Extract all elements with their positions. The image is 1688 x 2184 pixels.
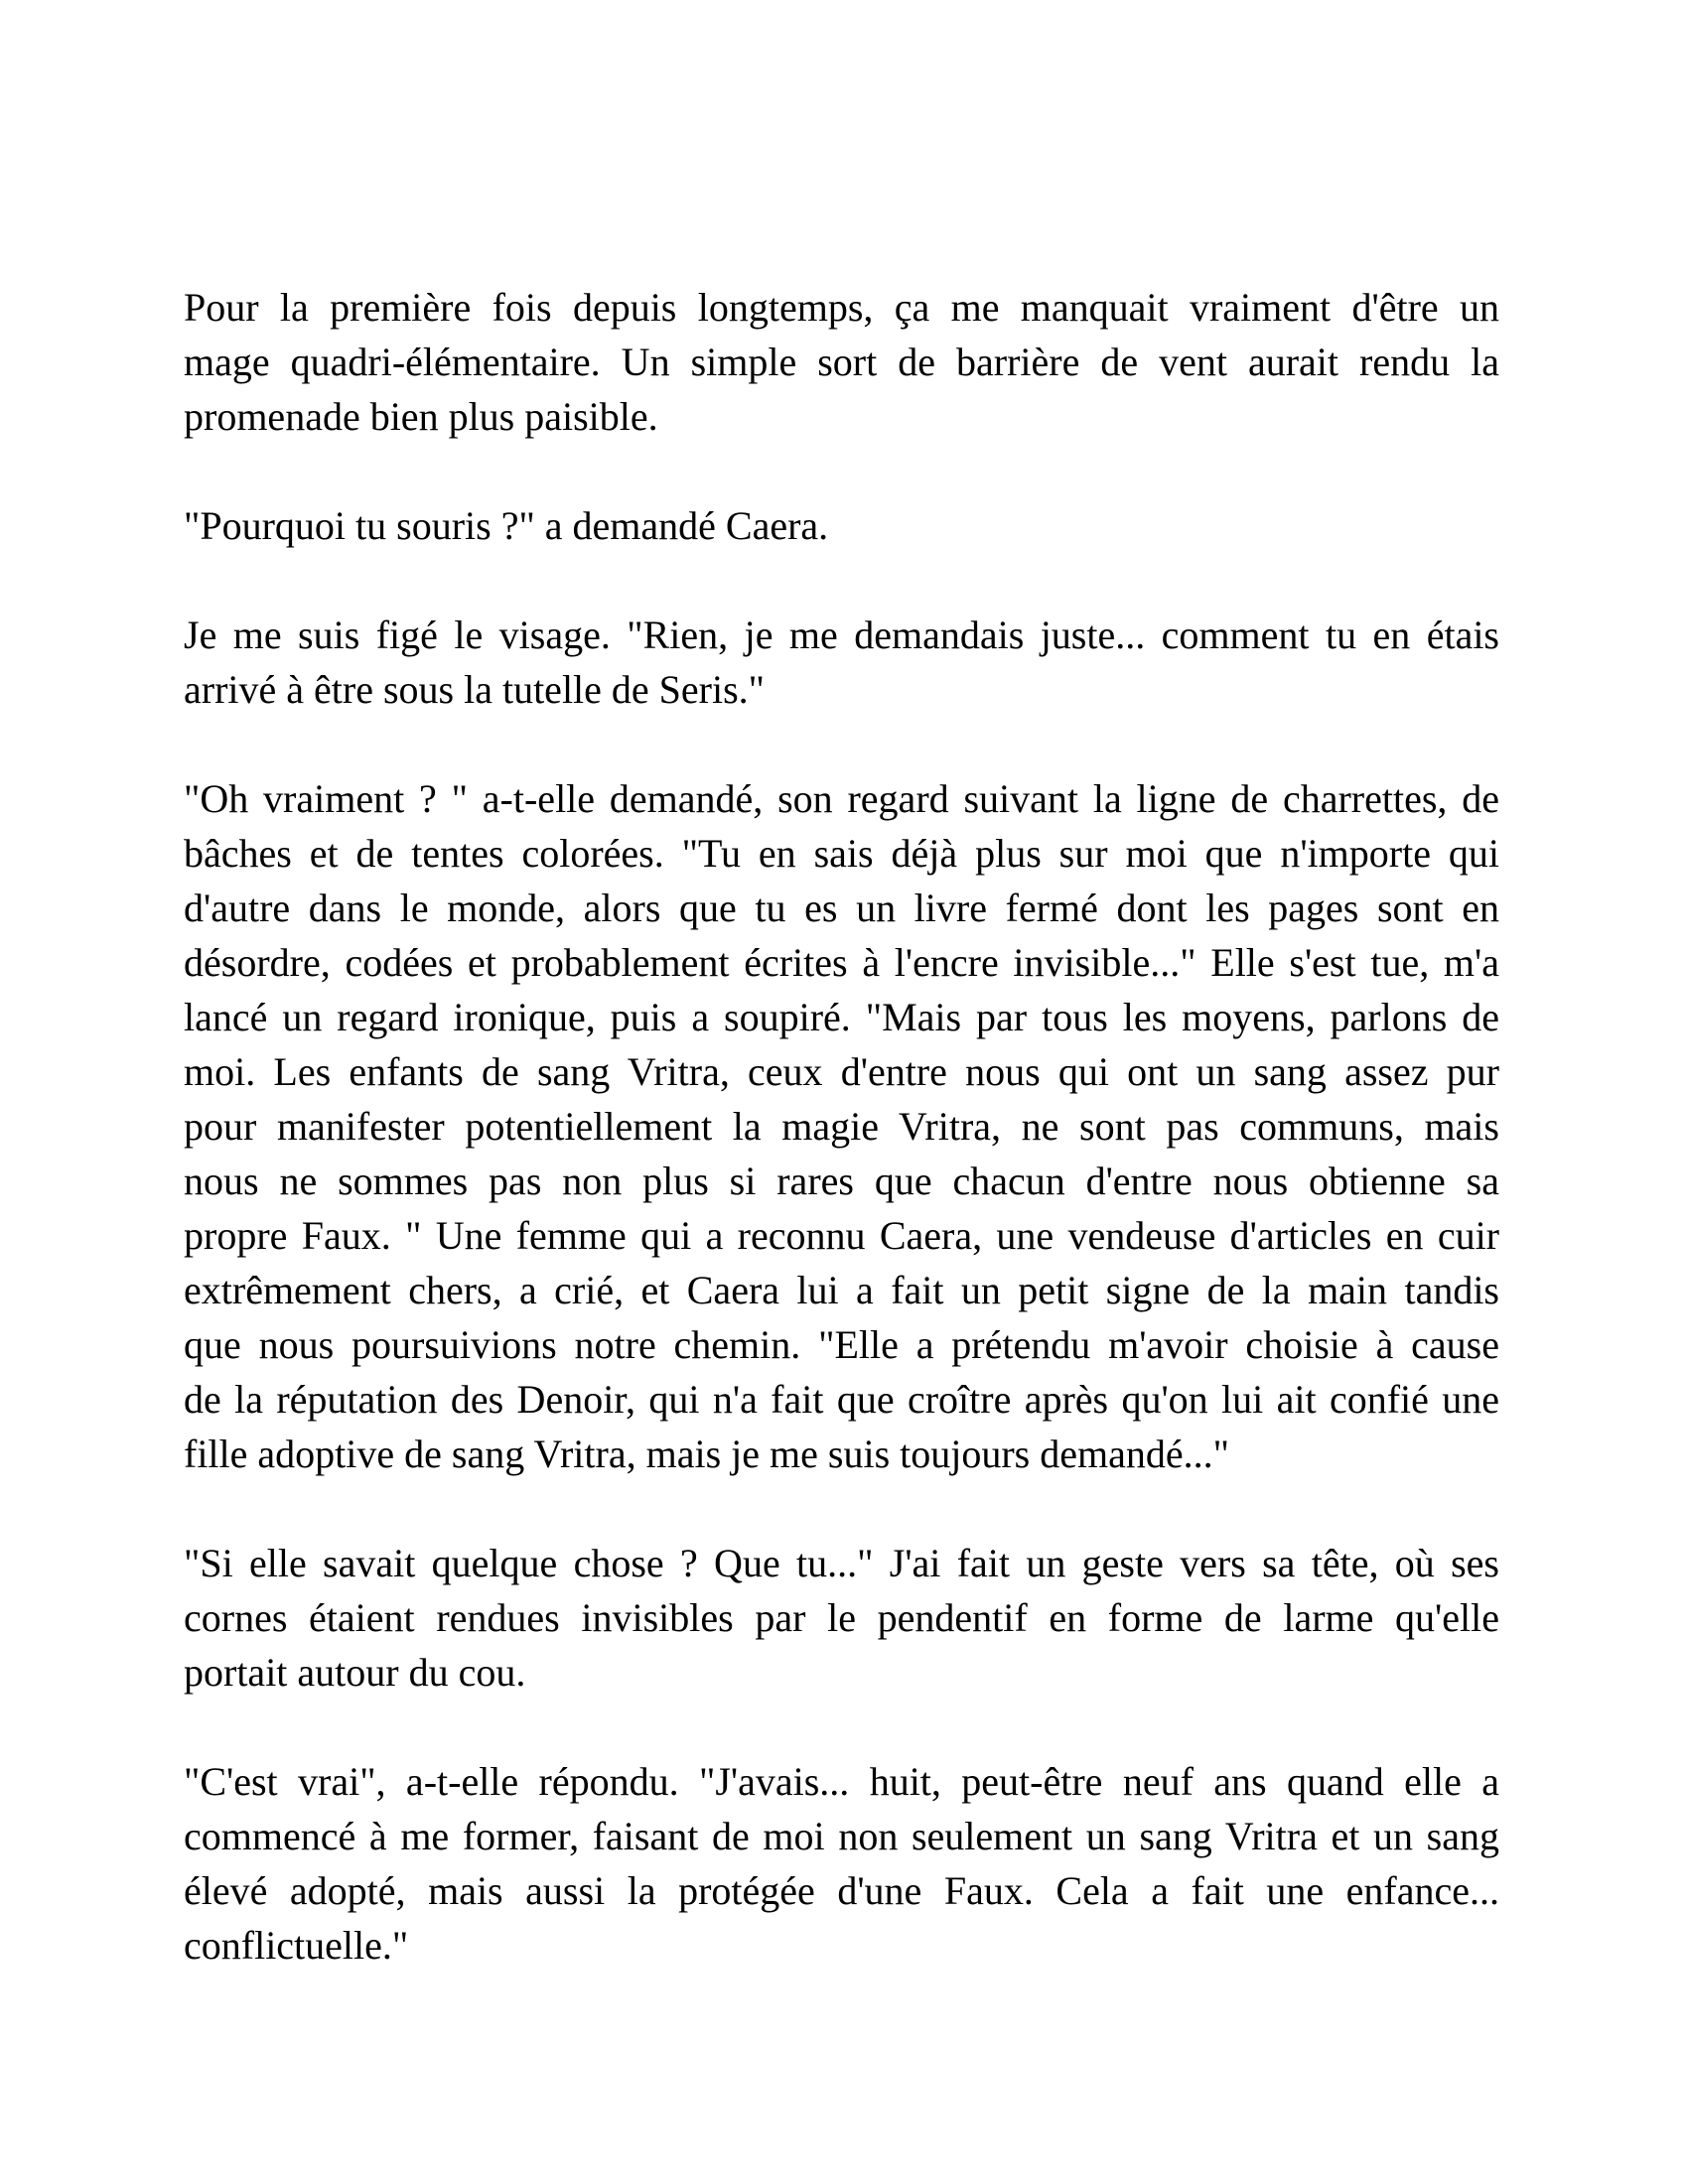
text-line: Pour la première fois depuis longtemps, ça me manquait vraiment d'être un [184,285,1499,330]
text-line: cornes étaient rendues invisibles par le pendentif en forme de larme qu'elle [184,1595,1499,1640]
text-line: de la réputation des Denoir, qui n'a fait que croître après qu'on lui ait confié une [184,1377,1499,1422]
paragraph [184,771,1499,1481]
text-line: bâches et de tentes colorées. "Tu en sais déjà plus sur moi que n'importe qui [184,831,1499,876]
text-line: Je me suis figé le visage. "Rien, je me demandais juste... comment tu en étais [184,613,1499,657]
text-line: mage quadri-élémentaire. Un simple sort de barrière de vent aurait rendu la [184,340,1499,384]
text-block [184,280,1499,1973]
text-line: portait autour du cou. [184,1650,526,1695]
text-line: promenade bien plus paisible. [184,394,658,439]
text-line: élevé adopté, mais aussi la protégée d'une Faux. Cela a fait une enfance... [184,1868,1499,1913]
text-line: commencé à me former, faisant de moi non seulement un sang Vritra et un sang [184,1814,1499,1858]
text-line: arrivé à être sous la tutelle de Seris." [184,667,765,712]
paragraph [184,498,1499,553]
text-line: désordre, codées et probablement écrites à l'encre invisible..." Elle s'est tue, m'a [184,940,1499,985]
text-line: moi. Les enfants de sang Vritra, ceux d'entre nous qui ont un sang assez pur [184,1049,1499,1094]
text-line: "C'est vrai", a-t-elle répondu. "J'avais... huit, peut-être neuf ans quand elle a [184,1759,1499,1804]
text-line: propre Faux. " Une femme qui a reconnu Caera, une vendeuse d'articles en cuir [184,1213,1499,1258]
paragraph [184,1536,1499,1700]
paragraph [184,280,1499,444]
text-line: d'autre dans le monde, alors que tu es un livre fermé dont les pages sont en [184,886,1499,930]
text-line: que nous poursuivions notre chemin. "Elle a prétendu m'avoir choisie à cause [184,1322,1499,1367]
text-line: extrêmement chers, a crié, et Caera lui a fait un petit signe de la main tandis [184,1268,1499,1312]
text-line: "Pourquoi tu souris ?" a demandé Caera. [184,503,829,548]
text-line: conflictuelle." [184,1923,409,1968]
text-line: "Oh vraiment ? " a-t-elle demandé, son regard suivant la ligne de charrettes, de [184,776,1499,821]
text-line: nous ne sommes pas non plus si rares que chacun d'entre nous obtienne sa [184,1159,1499,1203]
text-line: "Si elle savait quelque chose ? Que tu..." J'ai fait un geste vers sa tête, où ses [184,1541,1499,1585]
text-line: fille adoptive de sang Vritra, mais je me suis toujours demandé..." [184,1432,1229,1476]
paragraph [184,1754,1499,1973]
paragraph [184,608,1499,717]
text-line: pour manifester potentiellement la magie Vritra, ne sont pas communs, mais [184,1104,1499,1149]
text-line: lancé un regard ironique, puis a soupiré. "Mais par tous les moyens, parlons de [184,995,1499,1039]
